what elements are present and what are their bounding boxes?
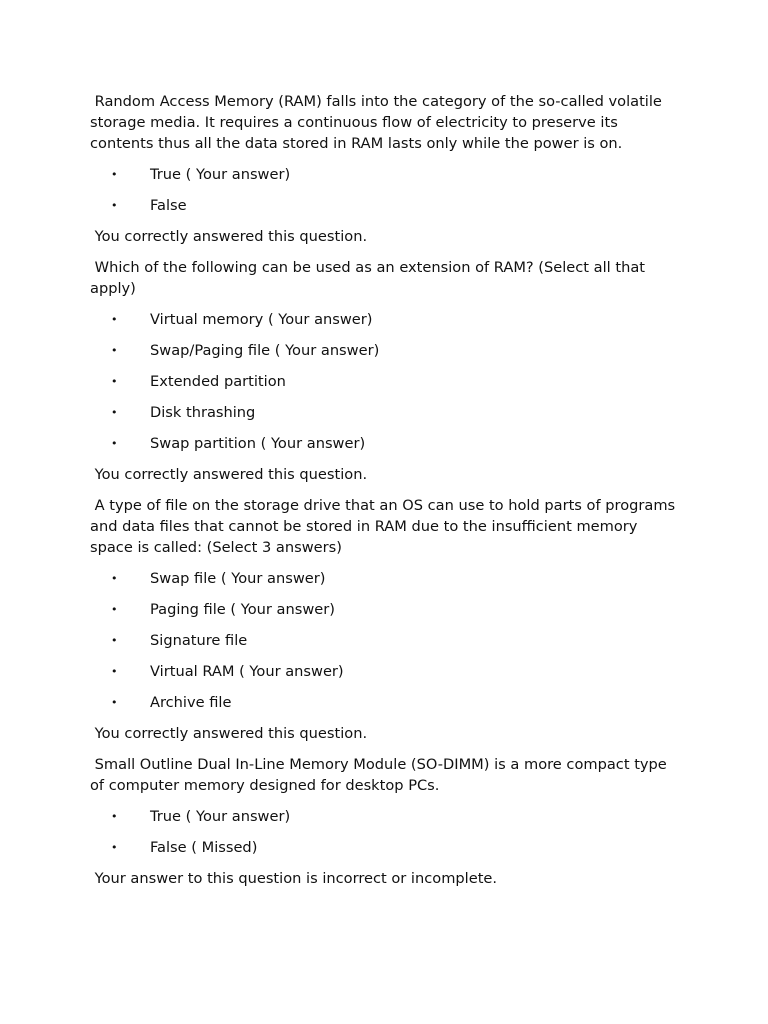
option-item <box>0 433 768 454</box>
option-label: Swap file ( Your answer) <box>150 570 326 587</box>
bullet-icon: • <box>111 313 118 326</box>
option-item <box>0 309 768 330</box>
bullet-icon: • <box>111 168 118 181</box>
option-item <box>0 806 768 827</box>
result-text: You correctly answered this question. <box>90 228 368 245</box>
option-label: False ( Missed) <box>150 839 258 856</box>
option-label: Paging file ( Your answer) <box>150 601 335 618</box>
option-label: True ( Your answer) <box>150 808 291 825</box>
option-item <box>0 402 768 423</box>
question-text: A type of file on the storage drive that an OS can use to hold parts of programs and data files that cannot be stored in RAM due to the insufficient memory space is called: (Select 3 answers) <box>90 497 680 556</box>
bullet-icon: • <box>111 437 118 450</box>
option-item <box>0 164 768 185</box>
option-label: True ( Your answer) <box>150 166 291 183</box>
option-label: Disk thrashing <box>150 404 256 421</box>
bullet-icon: • <box>111 696 118 709</box>
question-2 <box>0 257 768 485</box>
question-3 <box>0 495 768 744</box>
option-item <box>0 195 768 216</box>
bullet-icon: • <box>111 199 118 212</box>
option-label: Signature file <box>150 632 248 649</box>
option-item <box>0 340 768 361</box>
option-label: False <box>150 197 187 214</box>
option-item <box>0 599 768 620</box>
option-label: Virtual memory ( Your answer) <box>150 311 373 328</box>
question-text: Which of the following can be used as an extension of RAM? (Select all that apply) <box>90 259 650 297</box>
option-item <box>0 837 768 858</box>
bullet-icon: • <box>111 634 118 647</box>
options-list <box>0 806 768 858</box>
bullet-icon: • <box>111 344 118 357</box>
bullet-icon: • <box>111 841 118 854</box>
bullet-icon: • <box>111 810 118 823</box>
bullet-icon: • <box>111 603 118 616</box>
option-label: Virtual RAM ( Your answer) <box>150 663 344 680</box>
result-text: Your answer to this question is incorrect or incomplete. <box>90 870 498 887</box>
bullet-icon: • <box>111 665 118 678</box>
question-4 <box>0 754 768 889</box>
result-text: You correctly answered this question. <box>90 725 368 742</box>
bullet-icon: • <box>111 572 118 585</box>
result-text: You correctly answered this question. <box>90 466 368 483</box>
option-item <box>0 630 768 651</box>
option-label: Swap/Paging file ( Your answer) <box>150 342 380 359</box>
option-item <box>0 692 768 713</box>
bullet-icon: • <box>111 406 118 419</box>
option-item <box>0 661 768 682</box>
option-item <box>0 371 768 392</box>
option-label: Swap partition ( Your answer) <box>150 435 366 452</box>
option-label: Extended partition <box>150 373 286 390</box>
bullet-icon: • <box>111 375 118 388</box>
option-label: Archive file <box>150 694 232 711</box>
question-text: Random Access Memory (RAM) falls into the category of the so-called volatile storage media. It requires a continuous flow of electricity to preserve its contents thus all the data stored in RAM lasts only while the power is on. <box>90 93 667 152</box>
options-list <box>0 309 768 454</box>
options-list <box>0 568 768 713</box>
options-list <box>0 164 768 216</box>
question-text: Small Outline Dual In-Line Memory Module (SO-DIMM) is a more compact type of computer memory designed for desktop PCs. <box>90 756 672 794</box>
question-1 <box>0 91 768 247</box>
option-item <box>0 568 768 589</box>
